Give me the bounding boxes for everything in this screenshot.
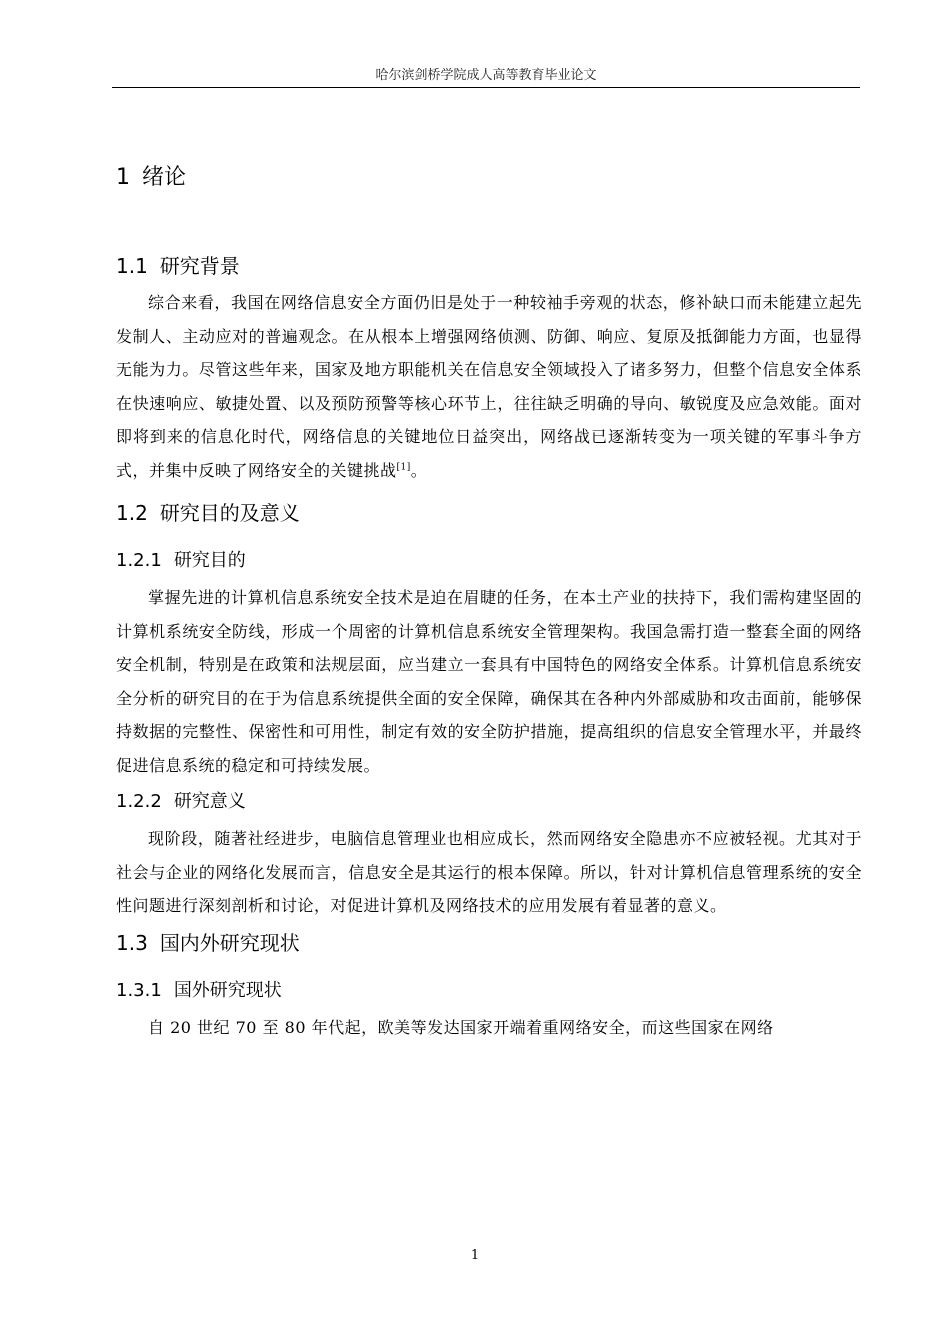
header-rule [112, 87, 860, 88]
page-content [116, 160, 862, 1044]
paragraph-significance: 现阶段，随著社经进步，电脑信息管理业也相应成长，然而网络安全隐患亦不应被轻视。尤其对于社会与企业的网络化发展而言，信息安全是其运行的根本保障。所以，针对计算机信息管理系统的安全性问题进行深刻剖析和讨论，对促进计算机及网络技术的应用发展有着显著的意义。 [116, 829, 862, 915]
chapter-heading [116, 160, 862, 196]
subsection-heading-1-3-1 [116, 971, 862, 1011]
paragraph-background [116, 286, 862, 487]
section-number: 1.2 [116, 501, 148, 525]
subsection-heading-1-2-1 [116, 541, 862, 581]
subsection-title: 研究意义 [173, 791, 246, 812]
paragraph-text: 综合来看，我国在网络信息安全方面仍旧是处于一种较袖手旁观的状态，修补缺口而未能建立起先发制人、主动应对的普遍观念。在从根本上增强网络侦测、防御、响应、复原及抵御能力方面，也显得无能为力。尽管这些年来，国家及地方职能机关在信息安全领域投入了诸多努力，但整个信息安全体系在快速响应、敏捷处置、以及预防预警等核心环节上，往往缺乏明确的导向、敏锐度及应急效能。面对即将到来的信息化时代，网络信息的关键地位日益突出，网络战已逐渐转变为一项关键的军事斗争方式，并集中反映了网络安全的关键挑战 [116, 293, 862, 480]
section-heading-1-3 [116, 923, 862, 963]
subsection-number: 1.2.2 [116, 791, 162, 812]
chapter-title: 绪论 [142, 165, 187, 190]
citation-ref[interactable]: [1] [396, 462, 411, 473]
subsection-title: 国外研究现状 [173, 979, 282, 1001]
section-title: 国内外研究现状 [159, 930, 300, 955]
paragraph-end: 。 [410, 460, 428, 480]
subsection-title: 研究目的 [173, 550, 246, 571]
section-title: 研究目的及意义 [159, 501, 300, 525]
section-heading-1-2 [116, 493, 862, 533]
section-title: 研究背景 [159, 254, 240, 278]
paragraph-foreign-research: 自 20 世纪 70 至 80 年代起，欧美等发达国家开端着重网络安全，而这些国家在网络 [148, 1017, 774, 1037]
subsection-number: 1.2.1 [116, 550, 162, 571]
chapter-number: 1 [116, 165, 130, 190]
section-number: 1.1 [116, 254, 148, 278]
page-number: 1 [470, 1248, 480, 1263]
subsection-number: 1.3.1 [116, 979, 162, 1001]
paragraph-purpose: 掌握先进的计算机信息系统安全技术是迫在眉睫的任务，在本土产业的扶持下，我们需构建坚固的计算机系统安全防线，形成一个周密的计算机信息系统安全管理架构。我国急需打造一整套全面的网络安全机制，特别是在政策和法规层面，应当建立一套具有中国特色的网络安全体系。计算机信息系统安全分析的研究目的在于为信息系统提供全面的安全保障，确保其在各种内外部威胁和攻击面前，能够保持数据的完整性、保密性和可用性，制定有效的安全防护措施，提高组织的信息安全管理水平，并最终促进信息系统的稳定和可持续发展。 [116, 588, 862, 775]
section-number: 1.3 [116, 930, 148, 955]
section-heading-1-1 [116, 246, 862, 286]
page-header: 哈尔滨剑桥学院成人高等教育毕业论文 [375, 68, 597, 83]
subsection-heading-1-2-2 [116, 782, 862, 822]
